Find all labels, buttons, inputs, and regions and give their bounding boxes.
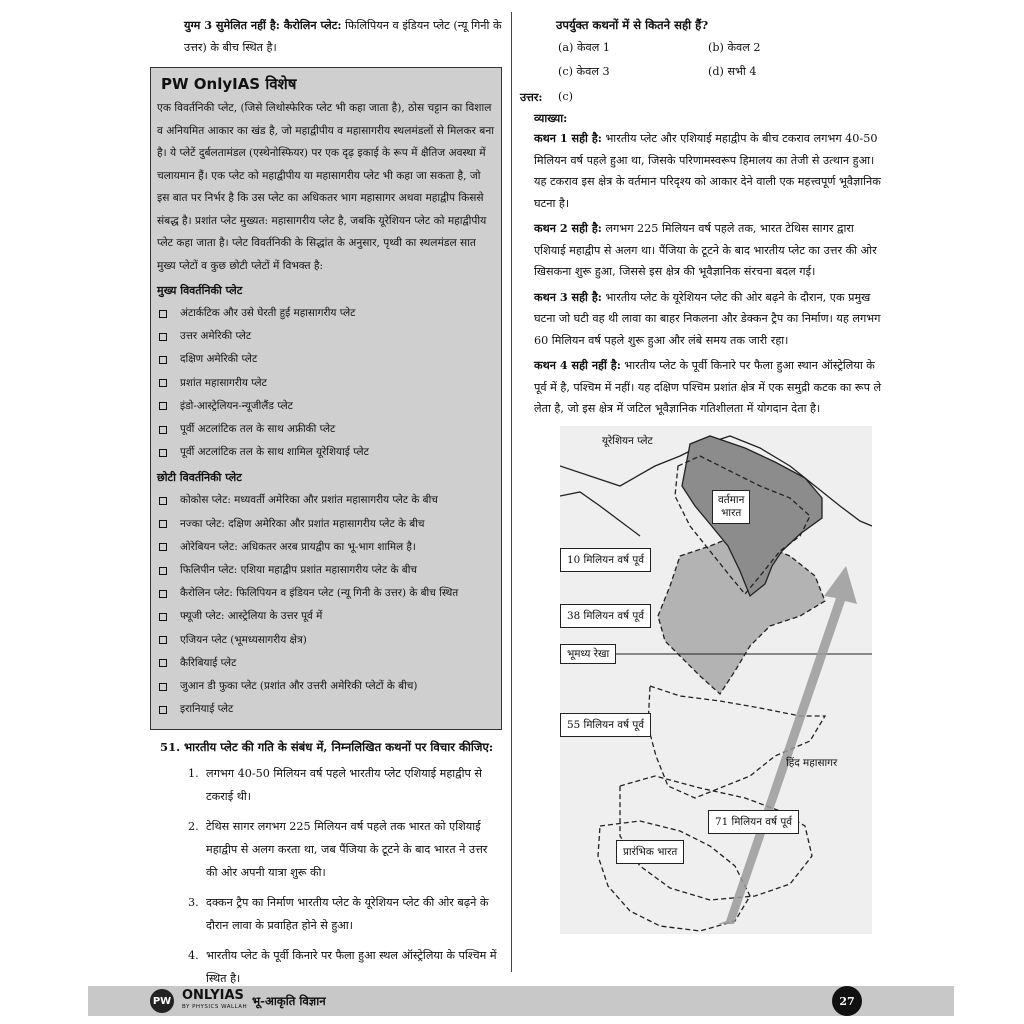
statement-number: 1. bbox=[188, 767, 199, 781]
list-item-text: ओरेबियन प्लेट: अधिकतर अरब प्रायद्वीप का भू-भाग शामिल है। bbox=[180, 540, 416, 553]
explanation-statement-4 bbox=[534, 355, 882, 420]
statement bbox=[188, 762, 502, 808]
minor-plates-heading: छोटी विवर्तनिकी प्लेट bbox=[157, 471, 242, 485]
option-b: (b) केवल 2 bbox=[708, 41, 761, 54]
list-item bbox=[157, 536, 495, 559]
list-item-text: पूर्वी अटलांटिक तल के साथ अफ्रीकी प्लेट bbox=[180, 423, 336, 436]
list-item-text: उत्तर अमेरिकी प्लेट bbox=[180, 330, 252, 343]
list-item bbox=[157, 302, 495, 325]
list-item-text: दक्षिण अमेरिकी प्लेट bbox=[180, 353, 258, 366]
square-bullet-icon bbox=[159, 706, 167, 714]
answer-row bbox=[522, 86, 882, 108]
explanation-text: लगभग 225 मिलियन वर्ष पहले तक, भारत टेथिस सागर द्वारा एशियाई महाद्वीप से अलग था। पैंजिया के टूटने के बाद भारतीय प्लेट का उत्तर की ओर खिसकना शुरू हुआ, जिससे इस क्षेत्र की भूवैज्ञानिक संरचना बदल गई। bbox=[534, 222, 877, 278]
answer-label: उत्तर: bbox=[520, 90, 543, 104]
explanation-statement-2 bbox=[534, 218, 882, 283]
list-item bbox=[157, 559, 495, 582]
indian-ocean-label: हिंद महासागर bbox=[786, 756, 838, 769]
square-bullet-icon bbox=[159, 659, 167, 667]
statement bbox=[188, 944, 502, 990]
list-item-text: प्रशांत महासागरीय प्लेट bbox=[180, 376, 267, 389]
list-item-text: एजियन प्लेट (भूमध्यसागरीय क्षेत्र) bbox=[180, 633, 307, 646]
logo-subtext: BY PHYSICS WALLAH bbox=[182, 1004, 248, 1010]
special-box bbox=[150, 67, 502, 730]
square-bullet-icon bbox=[159, 379, 167, 387]
square-bullet-icon bbox=[159, 356, 167, 364]
explanation-bold: कथन 2 सही है: bbox=[534, 221, 602, 235]
major-plates-heading: मुख्य विवर्तनिकी प्लेट bbox=[157, 284, 243, 297]
square-bullet-icon bbox=[159, 636, 167, 644]
pw-logo-icon: PW bbox=[150, 989, 174, 1013]
question-text: भारतीय प्लेट की गति के संबंध में, निम्नलिखित कथनों पर विचार कीजिए: bbox=[184, 740, 494, 755]
statement-text: लगभग 40-50 मिलियन वर्ष पहले भारतीय प्लेट एशियाई महाद्वीप से टकराई थी। bbox=[206, 767, 482, 804]
list-item bbox=[157, 605, 495, 628]
options-grid bbox=[522, 36, 882, 84]
list-item-text: इंडो-आस्ट्रेलियन-न्यूजीलैंड प्लेट bbox=[180, 399, 293, 412]
statement bbox=[188, 815, 502, 884]
list-item bbox=[157, 652, 495, 675]
initial-india-label: प्रारंभिक भारत bbox=[616, 840, 684, 864]
india-71ma-outline bbox=[620, 776, 812, 900]
minor-plates-list bbox=[157, 489, 495, 721]
list-item bbox=[157, 489, 495, 512]
special-title: PW OnlyIAS विशेष bbox=[161, 75, 297, 93]
list-item-text: इरानियाई प्लेट bbox=[180, 703, 234, 716]
statement-text: टेथिस सागर लगभग 225 मिलियन वर्ष पहले तक भारत को एशियाई महाद्वीप से अलग करता था, जब पैंजिया के टूटने के बाद भारत ने उत्तर की ओर अपनी यात्रा शुरू की। bbox=[206, 820, 488, 880]
list-item bbox=[157, 698, 495, 721]
india-drift-map bbox=[560, 426, 872, 934]
list-item bbox=[157, 348, 495, 371]
options-question: उपर्युक्त कथनों में से कितने सही हैं? bbox=[556, 18, 709, 32]
statement-list bbox=[150, 762, 502, 990]
square-bullet-icon bbox=[159, 543, 167, 551]
list-item-text: फिलिपीन प्लेट: एशिया महाद्वीप प्रशांत महासागरीय प्लेट के बीच bbox=[180, 564, 418, 577]
explanation-bold: कथन 4 सही नहीं है: bbox=[534, 358, 621, 372]
label-55-ma: 55 मिलियन वर्ष पूर्व bbox=[560, 713, 651, 737]
square-bullet-icon bbox=[159, 567, 167, 575]
top-note-text: फिलिपियन व इंडियन प्लेट (न्यू गिनी के उत्तर) के बीच स्थित है। bbox=[184, 19, 502, 54]
explanation-bold: कथन 1 सही है: bbox=[534, 131, 602, 145]
list-item bbox=[157, 372, 495, 395]
arabia-coastline bbox=[560, 492, 640, 536]
list-item bbox=[157, 395, 495, 418]
square-bullet-icon bbox=[159, 590, 167, 598]
major-plates-list bbox=[157, 302, 495, 464]
top-note bbox=[150, 14, 502, 59]
label-10-ma: 10 मिलियन वर्ष पूर्व bbox=[560, 548, 651, 572]
equator-label: भूमध्य रेखा bbox=[560, 644, 616, 664]
square-bullet-icon bbox=[159, 683, 167, 691]
list-item bbox=[157, 441, 495, 464]
question-number: 51. bbox=[160, 740, 181, 755]
explanation bbox=[522, 108, 882, 420]
explanation-text: भारतीय प्लेट और एशियाई महाद्वीप के बीच टकराव लगभग 40-50 मिलियन वर्ष पहले हुआ था, जिसके परिणामस्वरूप हिमालय का तेजी से उत्थान हुआ। यह टकराव इस क्षेत्र के वर्तमान परिदृश्य को आकार देने वाली एक महत्त्वपूर्ण भूवैज्ञानिक घटना है। bbox=[534, 132, 881, 210]
list-item-text: कैरोलिन प्लेट: फिलिपियन व इंडियन प्लेट (न्यू गिनी के उत्तर) के बीच स्थित bbox=[180, 587, 459, 600]
list-item-text: अंटार्कटिक और उसे घेरती हुई महासागरीय प्लेट bbox=[180, 307, 356, 319]
label-38-ma: 38 मिलियन वर्ष पूर्व bbox=[560, 604, 651, 628]
question-51 bbox=[150, 736, 502, 990]
explanation-title: व्याख्या: bbox=[534, 111, 568, 125]
list-item-text: कैरिबियाई प्लेट bbox=[180, 656, 237, 669]
eurasian-plate-label: यूरेशियन प्लेट bbox=[602, 434, 653, 447]
square-bullet-icon bbox=[159, 520, 167, 528]
footer-title: भू-आकृति विज्ञान bbox=[252, 994, 326, 1008]
right-column bbox=[522, 14, 882, 934]
square-bullet-icon bbox=[159, 426, 167, 434]
square-bullet-icon bbox=[159, 613, 167, 621]
statement-number: 4. bbox=[188, 949, 199, 963]
statement-text: भारतीय प्लेट के पूर्वी किनारे पर फैला हुआ स्थल ऑस्ट्रेलिया के पश्चिम में स्थित है। bbox=[206, 949, 497, 986]
square-bullet-icon bbox=[159, 402, 167, 410]
list-item bbox=[157, 418, 495, 441]
statement-number: 2. bbox=[188, 820, 199, 834]
explanation-bold: कथन 3 सही है: bbox=[534, 289, 602, 304]
top-note-bold: युग्म 3 सुमेलित नहीं है: कैरोलिन प्लेट: bbox=[184, 18, 342, 32]
explanation-statement-1 bbox=[534, 128, 882, 214]
label-71-ma: 71 मिलियन वर्ष पूर्व bbox=[708, 810, 799, 834]
explanation-statement-3 bbox=[534, 287, 882, 352]
page-footer bbox=[88, 986, 954, 1016]
statement-text: दक्कन ट्रैप का निर्माण भारतीय प्लेट के यूरेशियन प्लेट की ओर बढ़ने के दौरान लावा के प्रवाहित होने से हुआ। bbox=[206, 896, 489, 933]
option-d: (d) सभी 4 bbox=[708, 65, 757, 78]
column-divider bbox=[511, 12, 512, 972]
option-c: (c) केवल 3 bbox=[558, 65, 610, 78]
statement-number: 3. bbox=[188, 896, 199, 910]
list-item-text: नज्का प्लेट: दक्षिण अमेरिका और प्रशांत महासागरीय प्लेट के बीच bbox=[180, 517, 425, 530]
option-a: (a) केवल 1 bbox=[558, 41, 611, 54]
square-bullet-icon bbox=[159, 333, 167, 341]
logo-text: ONLYIAS bbox=[182, 988, 244, 1003]
left-column bbox=[150, 14, 502, 997]
page-number: 27 bbox=[832, 986, 862, 1016]
square-bullet-icon bbox=[159, 310, 167, 318]
list-item bbox=[157, 629, 495, 652]
list-item-text: पूर्वी अटलांटिक तल के साथ शामिल यूरेशियाई प्लेट bbox=[180, 446, 369, 459]
square-bullet-icon bbox=[159, 497, 167, 505]
answer-value: (c) bbox=[558, 90, 573, 103]
question-stem bbox=[150, 736, 502, 758]
explanation-text: भारतीय प्लेट के यूरेशियन प्लेट की ओर बढ़ने के दौरान, एक प्रमुख घटना जो घटी वह थी लावा का बाहर निकलना और डेक्कन ट्रैप का निर्माण। यह लगभग 60 मिलियन वर्ष पहले शुरू हुआ और लंबे समय तक जारी रहा। bbox=[534, 290, 881, 347]
list-item bbox=[157, 325, 495, 348]
special-intro: एक विवर्तनिकी प्लेट, (जिसे लिथोस्फेरिक प्लेट भी कहा जाता है), ठोस चट्टान का विशाल व अनियमित आकार का खंड है, जो महाद्वीपीय व महासागरीय स्थलमंडलों से मिलकर बना है। ये प्लेटें दुर्बलतामंडल (एस्थेनोस्फियर) पर एक दृढ़ इकाई के रूप में क्षैतिज अवस्था में चलायमान हैं। एक प्लेट को महाद्वीपीय या महासागरीय प्लेट भी कहा जा सकता है, जो इस बात पर निर्भर है कि उस प्लेट का अधिकतर भाग महासागर अथवा महाद्वीप किससे संबद्ध है। प्रशांत प्लेट मुख्यत: महासागरीय प्लेट है, जबकि यूरेशियन प्लेट को महाद्वीपीय प्लेट कहा जाता है। प्लेट विवर्तनिकी के सिद्धांत के अनुसार, पृथ्वी का स्थलमंडल सात मुख्य प्लेटों व कुछ छोटी प्लेटों में विभक्त है: bbox=[157, 102, 494, 272]
list-item bbox=[157, 513, 495, 536]
list-item-text: जुआन डी फुका प्लेट (प्रशांत और उत्तरी अमेरिकी प्लेटों के बीच) bbox=[180, 680, 418, 693]
list-item-text: फ्यूजी प्लेट: आस्ट्रेलिया के उत्तर पूर्व में bbox=[180, 610, 323, 623]
statement bbox=[188, 891, 502, 937]
present-india-label: वर्तमान भारत bbox=[712, 490, 750, 524]
list-item-text: कोकोस प्लेट: मध्यवर्ती अमेरिका और प्रशांत महासागरीय प्लेट के बीच bbox=[180, 494, 438, 507]
explanation-text: भारतीय प्लेट के पूर्वी किनारे पर फैला हुआ स्थान ऑस्ट्रेलिया के पूर्व में है, पश्चिम में नहीं। यह दक्षिण पश्चिम प्रशांत क्षेत्र में एक समुद्री कटक का रूप ले लेता है, जो इस क्षेत्र में जटिल भूवैज्ञानिक गतिशीलता में योगदान देता है। bbox=[534, 359, 882, 415]
list-item bbox=[157, 582, 495, 605]
list-item bbox=[157, 675, 495, 698]
square-bullet-icon bbox=[159, 449, 167, 457]
